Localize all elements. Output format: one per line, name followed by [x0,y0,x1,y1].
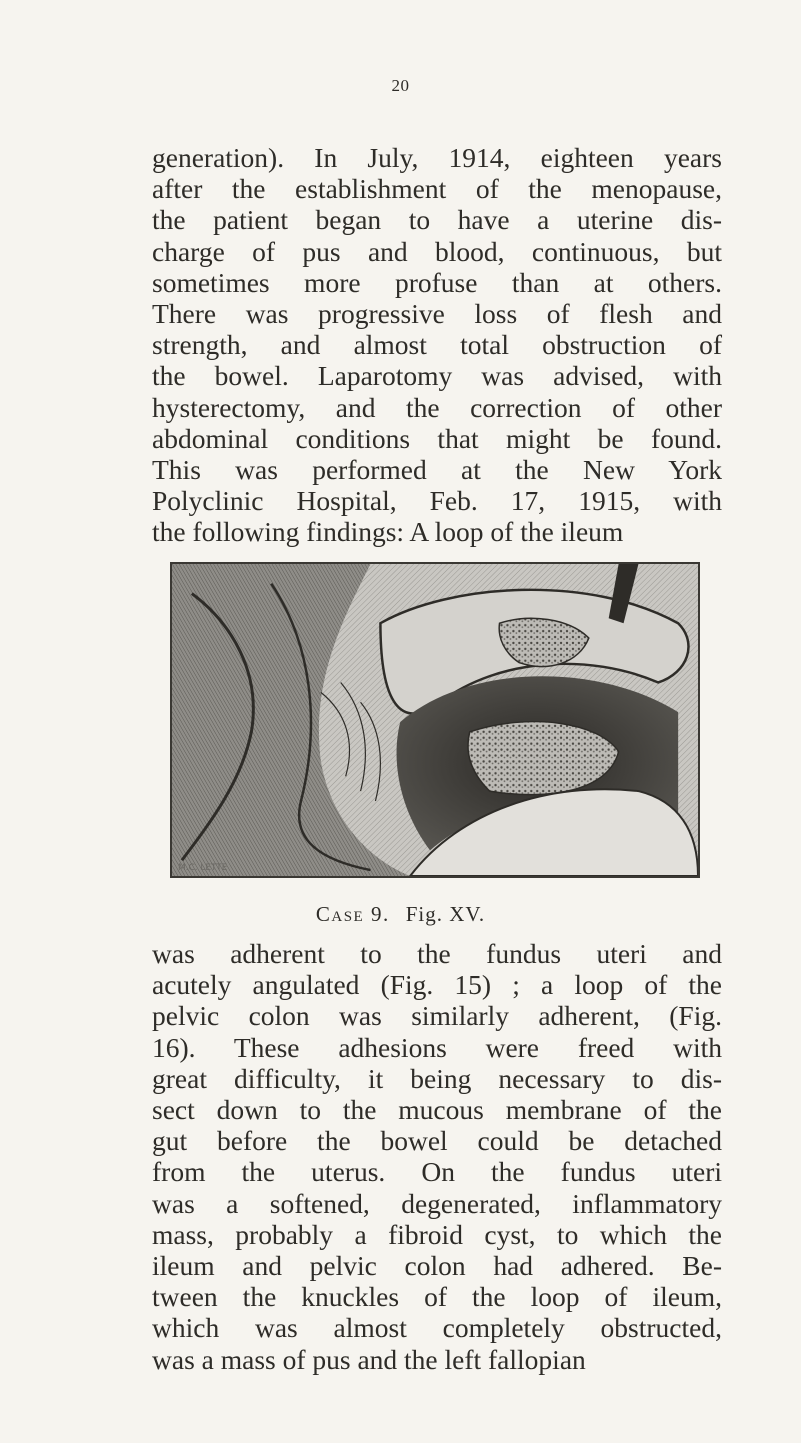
artist-signature: M.C. LETTE [177,863,228,874]
text-line: great difficulty, it being necessary to dis- [152,1062,722,1094]
text-line: gut before the bowel could be detached [152,1125,722,1157]
paragraph-bottom [152,938,722,1375]
caption-case: Case 9. [315,902,390,926]
text-line: the bowel. Laparotomy was advised, with [152,360,722,392]
figure-caption [0,902,801,927]
text-line: mass, probably a fibroid cyst, to which the [152,1218,722,1250]
text-line: acutely angulated (Fig. 15) ; a loop of the [152,969,722,1001]
text-line: from the uterus. On the fundus uteri [152,1156,722,1188]
text-line: generation). In July, 1914, eighteen years [152,142,722,173]
illustration-drawing [172,564,698,876]
text-line: the patient began to have a uterine dis- [152,204,722,236]
caption-fig: Fig. XV. [405,902,486,926]
text-line: hysterectomy, and the correction of other [152,391,722,423]
page-number: 20 [391,76,410,95]
text-line: after the establishment of the menopause, [152,173,722,205]
text-line: There was progressive loss of flesh and [152,298,722,330]
text-line: 16). These adhesions were freed with [152,1031,722,1063]
text-line: was adherent to the fundus uteri and [152,938,722,969]
text-line: sometimes more profuse than at others. [152,266,722,298]
text-line: Polyclinic Hospital, Feb. 17, 1915, with [152,485,722,517]
text-line: This was performed at the New York [152,454,722,486]
text-line: pelvic colon was similarly adherent, (Fig. [152,1000,722,1032]
text-line: was a softened, degenerated, inflammatory [152,1187,722,1219]
text-line: sect down to the mucous membrane of the [152,1094,722,1126]
paragraph-top [152,142,722,548]
text-line: tween the knuckles of the loop of ileum, [152,1281,722,1313]
text-line: the following findings: A loop of the ileum [152,516,624,548]
text-line: charge of pus and blood, continuous, but [152,235,722,267]
figure-illustration [170,562,700,878]
text-line: was a mass of pus and the left fallopian [152,1343,586,1375]
text-line: abdominal conditions that might be found. [152,422,722,454]
text-line: strength, and almost total obstruction of [152,329,722,361]
text-line: ileum and pelvic colon had adhered. Be- [152,1250,722,1282]
text-line: which was almost completely obstructed, [152,1312,722,1344]
